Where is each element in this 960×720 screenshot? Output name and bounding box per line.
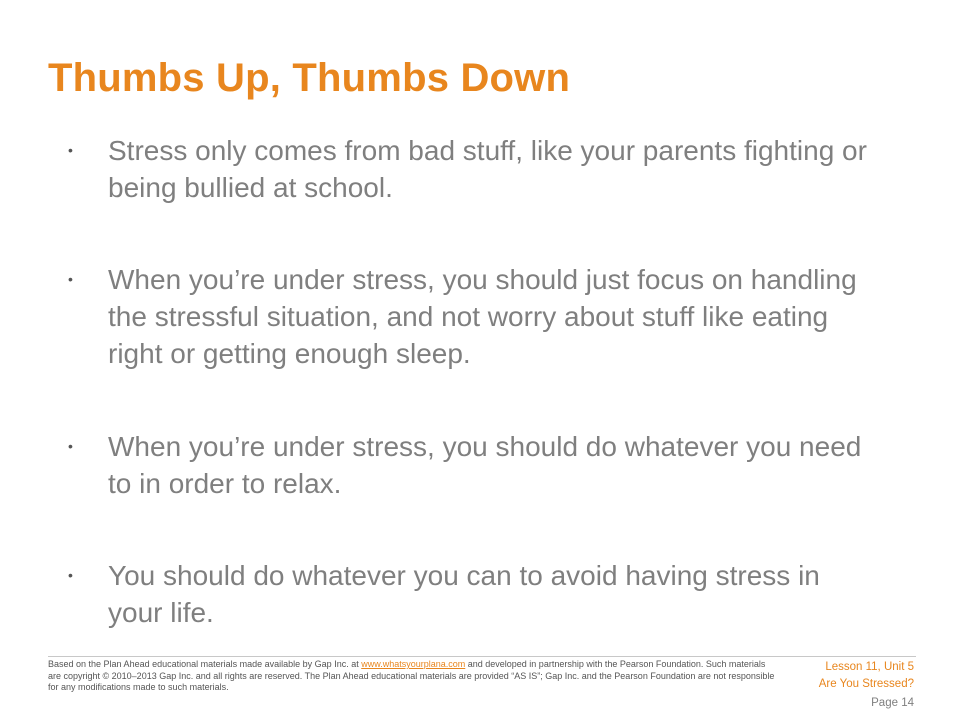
bullet-dot-icon: • (68, 438, 73, 454)
bullet-item (68, 428, 868, 502)
bullet-item (68, 261, 868, 372)
bullet-text: You should do whatever you can to avoid having stress in your life. (108, 560, 820, 628)
page-number: Page 14 (871, 697, 914, 709)
bullet-dot-icon: • (68, 271, 73, 287)
bullet-list (68, 132, 868, 631)
footer-credit-link[interactable]: www.whatsyourplana.com (361, 659, 466, 669)
bullet-text: When you’re under stress, you should just focus on handling the stressful situation, and not worry about stuff like eating right or getting enough sleep. (108, 264, 857, 369)
footer-credit-text-rest: and developed in partnership with the Pearson Foundation. Such materials are copyright © 2010–2013 Gap Inc. and all rights are reserved. The Plan Ahead educational materials are provided “AS IS”; Gap Inc. and the Pearson Foundation are not responsible for any modifications made to such materials. (48, 659, 775, 692)
bullet-dot-icon: • (68, 142, 73, 158)
footer-divider (48, 656, 916, 657)
bullet-dot-icon: • (68, 567, 73, 583)
lesson-title: Are You Stressed? (818, 678, 914, 690)
bullet-item (68, 557, 868, 631)
bullet-text: When you’re under stress, you should do whatever you need to in order to relax. (108, 431, 862, 499)
lesson-number: Lesson 11, Unit 5 (825, 661, 914, 673)
footer-credit (48, 659, 778, 694)
lesson-label (819, 659, 914, 693)
bullet-item (68, 132, 868, 206)
slide-title: Thumbs Up, Thumbs Down (48, 56, 571, 100)
bullet-text: Stress only comes from bad stuff, like your parents fighting or being bullied at school. (108, 135, 867, 203)
footer-credit-text: Based on the Plan Ahead educational materials made available by Gap Inc. at (48, 659, 362, 669)
